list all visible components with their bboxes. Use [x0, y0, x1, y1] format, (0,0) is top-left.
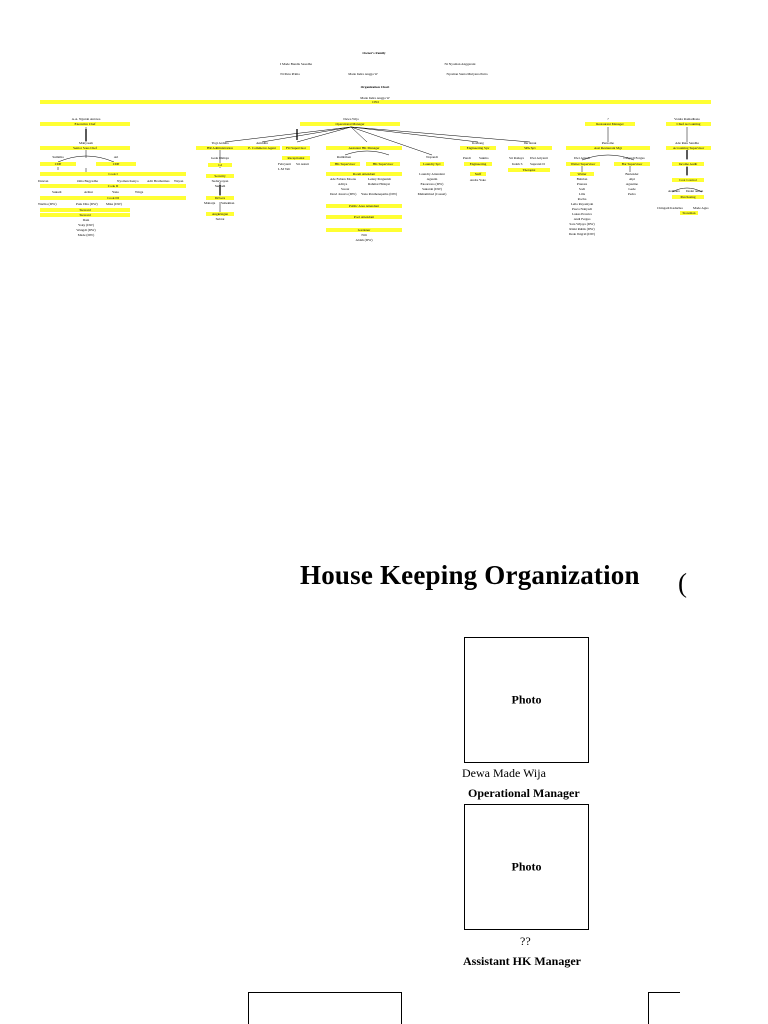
laundry-attendant-role: Laundry Attendant	[419, 172, 445, 176]
steward-name: Made (DW)	[77, 233, 95, 237]
family-member: Ni Putu Prima	[280, 72, 300, 76]
driver-name: Maharja	[204, 201, 216, 205]
restaurant-name: ?	[607, 117, 609, 121]
recep-name: Febryanti	[278, 162, 291, 166]
cook-name: Arthur	[84, 190, 94, 194]
accounting-role: Chief Accounting	[666, 122, 711, 126]
cook-name: Putu Dita (DW)	[76, 202, 98, 206]
room-attendant-role: Room Attendant	[326, 172, 402, 176]
steward-name: Yoky (DW)	[78, 223, 94, 227]
cook-name: Wartha (DW)	[38, 202, 57, 206]
bartender-name: Pedro	[628, 192, 636, 196]
security-name: Sudarwayan	[211, 179, 229, 183]
photo-box-partial	[248, 992, 402, 1024]
admin-sub-name: Gede Dimaja	[211, 156, 229, 160]
org-connectors	[0, 0, 768, 260]
sous-chef-role: Senior Sous Chef	[40, 146, 130, 150]
photo-label: Photo	[511, 859, 542, 874]
admin-name: Yogi Ardana	[211, 141, 229, 145]
hk-spv-name: Rumbihen	[336, 155, 352, 159]
hk-spv-role: HK Supervisor	[366, 162, 400, 166]
admin-sub-role: GI	[208, 163, 232, 167]
waiter-name: Andi Fergus	[573, 217, 591, 221]
eng-staff-role: Staff	[470, 172, 486, 176]
spa-staff-name: Sri Rahaya	[509, 156, 524, 160]
waiter-name: Sara Wijaya (DW)	[569, 222, 595, 226]
photo-box-asst-hk	[464, 804, 589, 930]
room-attendant-name: Ade Fabien Moons	[330, 177, 356, 181]
spa-role: SPA Spv	[508, 146, 552, 150]
eng-name: Komang	[472, 141, 484, 145]
room-attendant-name: Lenny Pergunish	[368, 177, 392, 181]
laundry-name: Agustin	[426, 177, 438, 181]
cdp-name: Ari	[113, 155, 119, 159]
waiter-name: Bahrian	[576, 177, 588, 181]
spa-name: Ibu Anak	[523, 141, 537, 145]
purchasing-role: Purchasing	[672, 195, 704, 199]
ops-manager-role: Operational Manager	[468, 786, 580, 800]
photo-label: Photo	[511, 692, 542, 707]
cost-control-name: Ardhana	[668, 189, 680, 193]
ops-manager-name: Dewa Made Wija	[462, 766, 546, 780]
admin-role: HR Administration	[196, 146, 244, 150]
ceo-bar: CEO	[40, 100, 711, 104]
gardener-name: Subrat	[215, 217, 225, 221]
eng-staff-name: Sukmo	[479, 156, 489, 160]
title-fragment: (	[678, 568, 687, 598]
acc-sup-name: Ade Ratu Sandha	[675, 141, 699, 145]
steward-name: Dani	[82, 218, 90, 222]
cook3-role: Cook III	[40, 196, 186, 200]
laundry-name: Muhammad (Casual)	[417, 192, 447, 196]
acc-sup-role: Accounting Supervisor	[666, 146, 711, 150]
exec-chef-role: Executive Chef	[40, 122, 130, 126]
hk-org-title: House Keeping Organization	[300, 560, 640, 590]
pool-attendant-role: Pool Attendant	[326, 215, 402, 219]
driver-name: Subekhan	[221, 201, 235, 205]
eng-staff-name: Andre Yoko	[469, 178, 487, 182]
waiter-name: Lukas Prawira	[572, 212, 592, 216]
gardener2-role: Gardener	[326, 228, 402, 232]
public-attendant-role: Public Area Attendant	[326, 204, 402, 208]
cook-name: Adit Bratharmas	[147, 179, 170, 183]
bar-sup-role: Bar Supervisor	[614, 162, 650, 166]
family-member: Ni Nyoman Anggarani	[444, 62, 476, 66]
waiter-name: Pranata	[576, 182, 588, 186]
cost-control-name: Dedet autian	[686, 189, 704, 193]
gardener2-name: Aldah (DW)	[355, 238, 373, 242]
recep-name: Sri Astuti	[296, 162, 309, 166]
cdp-role: CDP	[40, 162, 76, 166]
waiter-name: Pasca Nahyadi	[571, 207, 593, 211]
cook-name: Nyoman Kenyo	[117, 179, 139, 183]
waiter-name: Dede Jhigrid (DW)	[568, 232, 596, 236]
asst-hk-role: Assistant HK Manager	[463, 954, 581, 968]
room-attendant-name: Sweat	[341, 187, 350, 191]
ceo-name: Made Indra Angga W	[360, 96, 390, 100]
family-title: Owner's Family	[362, 51, 386, 55]
bar-head-name: Cahyadi Fergus	[623, 156, 645, 160]
recep-name: L.M Valt	[278, 167, 291, 171]
cook-name: Mika (DW)	[106, 202, 122, 206]
room-attendant-name: Rahmat Hidayat	[368, 182, 391, 186]
eng-staff-name: Pandi	[463, 156, 471, 160]
org-chart-title: Organization Chart	[360, 85, 390, 89]
family-member: I Made Bandis Sasadha	[280, 62, 312, 66]
income-audit-role: Income Audit	[672, 162, 704, 166]
waiter-role: Waiter	[570, 172, 594, 176]
asst-hk-name: ??	[520, 934, 531, 948]
laundry-role: Laundry Spv	[420, 162, 444, 166]
bartender-name: Gede	[628, 187, 636, 191]
cost-control-role: Cost Control	[672, 178, 704, 182]
sous-chef-name: Mahyasah	[79, 141, 93, 145]
spa-staff-name: Supranti D	[530, 162, 545, 166]
title-cutoff-mask	[680, 555, 768, 615]
family-member: Nyoman Santa Mulyana Putra	[446, 72, 488, 76]
cook-name: Yana	[112, 190, 119, 194]
bartender-role: Bartender	[625, 172, 639, 176]
spa-staff-name: Dwi Ariyanti	[530, 156, 548, 160]
purchasing-name: Made Agus	[693, 206, 709, 210]
exec-chef-name: A.A. Ngurah Antawa	[71, 117, 101, 121]
room-attendant-name: Yana Penthenepatha (DW)	[361, 192, 398, 196]
waiter-name: Sodi	[578, 187, 586, 191]
laundry-head-name: Nopandi	[426, 155, 438, 159]
waiter-name: Rocha	[577, 197, 587, 201]
gardener2-name: Nili	[361, 233, 367, 237]
cook2-role: Cook II	[40, 184, 186, 188]
cook-name: Wirga	[135, 190, 144, 194]
cdp-name: Sumitha	[52, 155, 64, 159]
steward-role: Steward	[40, 213, 130, 217]
steward-name: Wangdi (DW)	[76, 228, 96, 232]
therapist-role: Therapist	[508, 168, 550, 172]
waiter-sup-role: Waiter Supervisor	[566, 162, 600, 166]
asst-rest-role: Asst Restaurant Mgr	[566, 146, 650, 150]
waiter-head-name: Dwi Ariyoh	[573, 156, 591, 160]
asst-rest-name: Purnomo	[601, 141, 615, 145]
waiter-name: Rizki Rubik (DW)	[569, 227, 595, 231]
laundry-name: Sukarah (DW)	[422, 187, 442, 191]
waiter-name: Leila Rayaniyah	[570, 202, 594, 206]
eng-sub-role: Engineering	[464, 162, 492, 166]
hk-asst-role: Assistant HK Manager	[326, 146, 402, 150]
steward-role: Steward	[40, 208, 130, 212]
purchasing-name: Chingadi Kadarika	[657, 206, 683, 210]
bartender-name: Alpi	[628, 177, 636, 181]
eng-role: Engineering Spv	[460, 146, 496, 150]
ops-name: Dewa Wija	[343, 117, 359, 121]
gardener-role: Angkringan	[206, 212, 234, 216]
storeman-role: Storeman	[680, 211, 698, 215]
room-attendant-name: Aditya	[338, 182, 348, 186]
cook1-role: Cook I	[40, 172, 186, 176]
agent-role: E. Commerce Agent	[244, 146, 280, 150]
recep-role: Receptionist	[282, 156, 310, 160]
family-member: Made Indra Angga W	[348, 72, 378, 76]
ops-role: Operational Manager	[300, 122, 400, 126]
security-name: Suryadi	[214, 184, 226, 188]
waiter-name: Lilis	[578, 192, 586, 196]
hk-spv-role: HK Supervisor	[330, 162, 360, 166]
agent-name: Anindita	[256, 141, 268, 145]
photo-box-ops-manager	[464, 637, 589, 763]
right-cutoff-mask	[680, 990, 768, 1024]
cook-name: Oma Bagyadha	[77, 179, 98, 183]
fo-role: FO Supervisor	[282, 146, 310, 150]
restaurant-role: Restaurant Manager	[585, 122, 635, 126]
spa-staff-name: Indah S	[512, 162, 523, 166]
room-attendant-name: Dewi Jessica (DW)	[330, 192, 357, 196]
accounting-name: Vonita Ramadhana	[674, 117, 700, 121]
driver-role: Drivers	[206, 196, 234, 200]
cook-name: Wayan	[174, 179, 184, 183]
security-role: Security	[206, 174, 234, 178]
cook-name: Sukadi	[52, 190, 62, 194]
cdp-role: CDP	[96, 162, 136, 166]
laundry-name: Ekoartono (DW)	[420, 182, 444, 186]
cook-name: Dancan	[38, 179, 49, 183]
bartender-name: Agustino	[625, 182, 639, 186]
